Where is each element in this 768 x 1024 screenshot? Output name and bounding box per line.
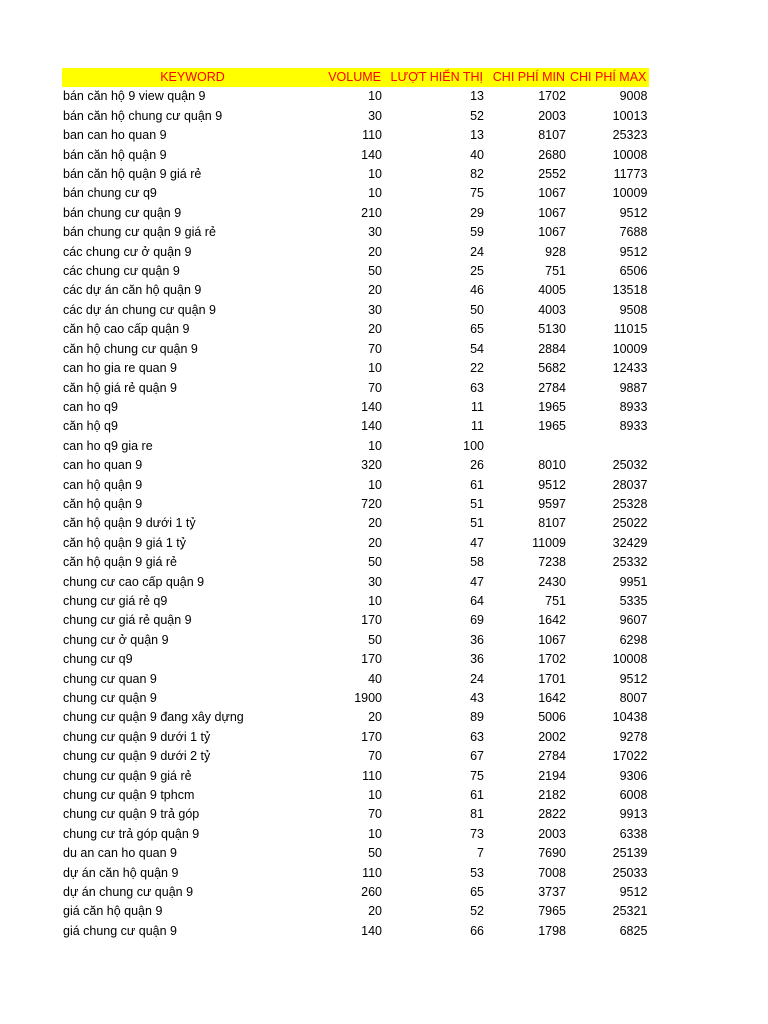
cell-keyword: bán căn hộ chung cư quận 9: [63, 108, 223, 123]
cell-volume: 170: [361, 652, 382, 667]
cell-keyword: giá căn hộ quận 9: [63, 904, 163, 919]
cell-cost-max: 8933: [619, 419, 648, 434]
cell-keyword: căn hộ giá rẻ quận 9: [63, 380, 177, 395]
table-row: [62, 204, 649, 223]
cell-keyword: bán căn hộ quận 9 giá rẻ: [63, 167, 202, 182]
cell-volume: 140: [361, 923, 382, 938]
cell-cost-min: 2784: [538, 749, 566, 764]
cell-cost-max: [568, 437, 649, 456]
cell-keyword: căn hộ q9: [63, 419, 118, 434]
cell-cost-max: 6008: [619, 788, 648, 803]
cell-cost-min: 4003: [538, 302, 566, 317]
table-row: [62, 786, 649, 805]
cell-volume: 720: [361, 496, 382, 511]
cell-cost-min: 2003: [538, 826, 566, 841]
cell-keyword: can ho q9 gia re: [63, 438, 153, 453]
cell-cost-max: 25022: [612, 516, 648, 531]
table-row: [62, 902, 649, 921]
table-row: [62, 223, 649, 242]
table-row: [62, 611, 649, 630]
cell-keyword: căn hộ chung cư quận 9: [63, 341, 198, 356]
cell-cost-max: 8007: [619, 691, 648, 705]
cell-cost-max: 9512: [619, 671, 648, 686]
cell-keyword: căn hộ cao cấp quận 9: [63, 322, 190, 337]
table-row: [62, 456, 649, 475]
cell-impressions: 100: [463, 438, 484, 453]
table-row: [62, 340, 649, 359]
cell-keyword: du an can ho quan 9: [63, 846, 177, 861]
cell-cost-max: 25033: [612, 865, 648, 880]
cell-impressions: 24: [470, 671, 484, 686]
cell-keyword: chung cư quận 9 tphcm: [63, 788, 195, 803]
cell-cost-max: 5335: [619, 593, 648, 608]
cell-volume: 50: [368, 264, 382, 279]
cell-impressions: 13: [470, 89, 484, 104]
cell-keyword: căn hộ quận 9 giá rẻ: [63, 555, 177, 570]
cell-cost-min: 2680: [538, 147, 566, 162]
table-row: [62, 534, 649, 553]
cell-keyword: can ho q9: [63, 399, 118, 414]
cell-cost-min: 1965: [538, 419, 566, 434]
cell-cost-max: 9512: [619, 205, 648, 220]
cell-cost-min: [486, 437, 568, 456]
cell-cost-max: 9607: [619, 613, 648, 628]
cell-impressions: 81: [470, 807, 484, 822]
cell-volume: 50: [368, 632, 382, 647]
cell-volume: 70: [368, 380, 382, 395]
cell-volume: 110: [362, 865, 382, 880]
cell-volume: 70: [368, 341, 382, 356]
table-row: [62, 126, 649, 145]
cell-keyword: chung cư quận 9 đang xây dựng: [63, 710, 244, 725]
cell-keyword: các dự án chung cư quận 9: [63, 302, 216, 317]
cell-keyword: căn hộ quận 9 giá 1 tỷ: [63, 535, 187, 550]
cell-keyword: bán chung cư q9: [63, 186, 157, 201]
cell-volume: 10: [368, 788, 382, 803]
cell-volume: 30: [368, 574, 382, 589]
cell-impressions: 11: [471, 419, 484, 434]
cell-volume: 140: [361, 419, 382, 434]
header-cost-max: CHI PHÍ MAX: [568, 68, 649, 87]
cell-volume: 170: [361, 729, 382, 744]
cell-volume: 50: [368, 846, 382, 861]
cell-cost-max: 9508: [619, 302, 648, 317]
cell-impressions: 59: [470, 225, 484, 240]
cell-cost-max: 12433: [612, 361, 648, 376]
table-row: [62, 165, 649, 184]
table-row: [62, 495, 649, 514]
cell-volume: 30: [368, 302, 382, 317]
table-row: [62, 184, 649, 203]
table-row: [62, 592, 649, 611]
table-row: [62, 747, 649, 766]
table-row: [62, 573, 649, 592]
cell-impressions: 82: [470, 167, 484, 182]
cell-cost-min: 7690: [538, 846, 566, 861]
table-row: [62, 844, 649, 863]
cell-cost-max: 13518: [612, 283, 648, 298]
cell-cost-min: 9597: [538, 496, 566, 511]
cell-cost-min: 5682: [538, 361, 566, 376]
cell-keyword: các dự án căn hộ quận 9: [63, 283, 202, 298]
table-row: [62, 359, 649, 378]
cell-keyword: chung cư quan 9: [63, 671, 157, 686]
cell-cost-max: 9008: [619, 89, 648, 104]
cell-impressions: 64: [470, 593, 484, 608]
cell-impressions: 36: [470, 652, 484, 667]
table-row: [62, 320, 649, 339]
table-row: [62, 281, 649, 300]
cell-volume: 20: [368, 283, 382, 298]
table-row: [62, 650, 649, 669]
cell-impressions: 29: [470, 205, 484, 220]
cell-impressions: 89: [470, 710, 484, 725]
cell-keyword: chung cư giá rẻ q9: [63, 593, 168, 608]
cell-keyword: chung cư quận 9 dưới 2 tỷ: [63, 749, 211, 764]
cell-keyword: can ho quan 9: [63, 458, 143, 473]
cell-volume: 1900: [354, 691, 382, 705]
table-row: [62, 689, 649, 708]
cell-cost-min: 2884: [538, 341, 566, 356]
cell-cost-max: 9913: [619, 807, 648, 822]
cell-cost-max: 10008: [612, 652, 648, 667]
cell-keyword: can hộ quận 9: [63, 477, 143, 492]
table-row: [62, 87, 649, 106]
cell-keyword: bán chung cư quận 9: [63, 205, 182, 220]
table-row: [62, 514, 649, 533]
cell-impressions: 13: [470, 128, 484, 143]
cell-cost-max: 25332: [612, 555, 648, 570]
table-row: [62, 262, 649, 281]
cell-volume: 50: [368, 555, 382, 570]
cell-impressions: 51: [470, 516, 484, 531]
cell-impressions: 65: [470, 322, 484, 337]
cell-cost-max: 10013: [612, 108, 648, 123]
cell-cost-max: 10009: [612, 186, 648, 201]
cell-impressions: 47: [470, 535, 484, 550]
cell-cost-max: 28037: [612, 477, 648, 492]
cell-keyword: chung cư giá rẻ quận 9: [63, 613, 192, 628]
keyword-table: [62, 68, 649, 941]
cell-volume: 10: [368, 89, 382, 104]
table-row: [62, 922, 649, 941]
cell-cost-min: 1798: [538, 923, 566, 938]
cell-keyword: bán căn hộ 9 view quận 9: [63, 89, 206, 104]
table-row: [62, 379, 649, 398]
header-volume: VOLUME: [324, 68, 384, 87]
cell-volume: 10: [368, 477, 382, 492]
cell-impressions: 50: [470, 302, 484, 317]
cell-keyword: chung cư q9: [63, 652, 133, 667]
table-row: [62, 670, 649, 689]
cell-cost-max: 7688: [619, 225, 648, 240]
cell-cost-max: 11773: [613, 167, 648, 182]
cell-impressions: 52: [470, 108, 484, 123]
cell-keyword: dự án chung cư quận 9: [63, 885, 194, 900]
cell-volume: 10: [368, 167, 382, 182]
cell-impressions: 67: [470, 749, 484, 764]
cell-impressions: 24: [470, 244, 484, 259]
cell-volume: 10: [368, 361, 382, 376]
cell-volume: 10: [368, 593, 382, 608]
cell-cost-min: 2182: [538, 788, 566, 803]
table-row: [62, 728, 649, 747]
cell-keyword: chung cư quận 9 dưới 1 tỷ: [63, 729, 211, 744]
cell-impressions: 43: [470, 691, 484, 705]
header-keyword: KEYWORD: [62, 68, 324, 87]
cell-cost-max: 6298: [619, 632, 648, 647]
cell-impressions: 26: [470, 458, 484, 473]
cell-volume: 140: [361, 399, 382, 414]
table-row: [62, 825, 649, 844]
cell-cost-max: 10438: [612, 710, 648, 725]
table-row: [62, 708, 649, 727]
cell-keyword: chung cư trả góp quận 9: [63, 826, 200, 841]
cell-cost-min: 751: [545, 593, 566, 608]
cell-keyword: can ho gia re quan 9: [63, 361, 177, 376]
cell-volume: 320: [361, 458, 382, 473]
cell-impressions: 54: [470, 341, 484, 356]
cell-cost-min: 3737: [538, 885, 566, 900]
cell-cost-min: 1701: [538, 671, 566, 686]
cell-volume: 70: [368, 807, 382, 822]
cell-impressions: 36: [470, 632, 484, 647]
cell-cost-min: 1965: [538, 399, 566, 414]
table-row: [62, 805, 649, 824]
cell-cost-min: 2002: [538, 729, 566, 744]
cell-impressions: 75: [470, 768, 484, 783]
cell-cost-max: 25328: [612, 496, 648, 511]
cell-impressions: 66: [470, 923, 484, 938]
cell-cost-max: 9887: [619, 380, 648, 395]
cell-cost-min: 1642: [538, 691, 566, 705]
cell-impressions: 58: [470, 555, 484, 570]
table-row: [62, 398, 649, 417]
table-row: [62, 301, 649, 320]
cell-impressions: 69: [470, 613, 484, 628]
cell-cost-min: 1067: [538, 632, 566, 647]
cell-impressions: 73: [470, 826, 484, 841]
cell-cost-max: 25139: [612, 846, 648, 861]
cell-impressions: 51: [470, 496, 484, 511]
cell-cost-max: 9512: [619, 244, 648, 259]
cell-impressions: 40: [470, 147, 484, 162]
cell-cost-min: 2430: [538, 574, 566, 589]
cell-impressions: 46: [470, 283, 484, 298]
cell-volume: 30: [368, 225, 382, 240]
cell-impressions: 25: [470, 264, 484, 279]
cell-cost-min: 11009: [532, 535, 566, 550]
cell-cost-min: 7008: [538, 865, 566, 880]
cell-cost-max: 6506: [619, 264, 648, 279]
cell-impressions: 47: [470, 574, 484, 589]
cell-volume: 210: [361, 205, 382, 220]
cell-impressions: 63: [470, 380, 484, 395]
cell-cost-max: 9278: [619, 729, 648, 744]
cell-cost-min: 2194: [538, 768, 566, 783]
cell-keyword: ban can ho quan 9: [63, 128, 167, 143]
cell-cost-max: 32429: [612, 535, 648, 550]
cell-cost-max: 8933: [619, 399, 648, 414]
cell-cost-min: 1702: [538, 89, 566, 104]
cell-keyword: căn hộ quận 9: [63, 496, 143, 511]
cell-cost-min: 1702: [538, 652, 566, 667]
cell-keyword: chung cư ở quận 9: [63, 632, 169, 647]
table-row: [62, 553, 649, 572]
cell-cost-min: 7965: [538, 904, 566, 919]
cell-impressions: 53: [470, 865, 484, 880]
cell-volume: 110: [362, 128, 382, 143]
cell-impressions: 61: [470, 477, 484, 492]
cell-keyword: dự án căn hộ quận 9: [63, 865, 179, 880]
cell-cost-min: 5130: [538, 322, 566, 337]
table-row: [62, 146, 649, 165]
table-row: [62, 107, 649, 126]
cell-cost-min: 1067: [538, 225, 566, 240]
cell-impressions: 65: [470, 885, 484, 900]
cell-cost-min: 2003: [538, 108, 566, 123]
cell-cost-min: 2822: [538, 807, 566, 822]
cell-keyword: các chung cư quận 9: [63, 264, 180, 279]
cell-keyword: căn hộ quận 9 dưới 1 tỷ: [63, 516, 196, 531]
cell-cost-max: 6825: [619, 923, 648, 938]
cell-volume: 20: [368, 516, 382, 531]
cell-cost-max: 17022: [612, 749, 648, 764]
cell-cost-max: 10009: [612, 341, 648, 356]
header-impressions: LƯỢT HIỂN THỊ: [384, 68, 486, 87]
cell-cost-min: 1067: [538, 186, 566, 201]
cell-volume: 70: [368, 749, 382, 764]
cell-volume: 10: [368, 438, 382, 453]
table-row: [62, 864, 649, 883]
cell-volume: 20: [368, 244, 382, 259]
cell-impressions: 63: [470, 729, 484, 744]
cell-cost-max: 9951: [619, 574, 648, 589]
cell-cost-min: 1642: [538, 613, 566, 628]
cell-keyword: các chung cư ở quận 9: [63, 244, 192, 259]
cell-volume: 140: [361, 147, 382, 162]
cell-impressions: 75: [470, 186, 484, 201]
cell-cost-min: 4005: [538, 283, 566, 298]
cell-cost-min: 7238: [538, 555, 566, 570]
table-row: [62, 437, 649, 456]
cell-keyword: chung cư quận 9: [63, 691, 157, 705]
cell-cost-min: 9512: [538, 477, 566, 492]
cell-volume: 20: [368, 322, 382, 337]
cell-cost-max: 9512: [619, 885, 648, 900]
cell-keyword: chung cư quận 9 giá rẻ: [63, 768, 192, 783]
header-row: [62, 68, 649, 87]
cell-cost-min: 8107: [538, 128, 566, 143]
table-row: [62, 631, 649, 650]
table-row: [62, 417, 649, 436]
cell-cost-min: 751: [545, 264, 566, 279]
cell-volume: 110: [362, 768, 382, 783]
cell-volume: 20: [368, 904, 382, 919]
cell-cost-max: 10008: [612, 147, 648, 162]
cell-cost-min: 5006: [538, 710, 566, 725]
cell-cost-min: 1067: [538, 205, 566, 220]
cell-volume: 260: [361, 885, 382, 900]
cell-keyword: chung cư cao cấp quận 9: [63, 574, 205, 589]
cell-impressions: 11: [471, 399, 484, 414]
cell-cost-min: 8010: [538, 458, 566, 473]
table-row: [62, 476, 649, 495]
cell-keyword: bán căn hộ quận 9: [63, 147, 167, 162]
table-row: [62, 767, 649, 786]
cell-cost-min: 2552: [538, 167, 566, 182]
cell-keyword: bán chung cư quận 9 giá rẻ: [63, 225, 216, 240]
cell-cost-min: 8107: [538, 516, 566, 531]
cell-volume: 20: [368, 710, 382, 725]
header-cost-min: CHI PHÍ MIN: [486, 68, 568, 87]
cell-impressions: 61: [470, 788, 484, 803]
cell-volume: 10: [368, 826, 382, 841]
cell-volume: 10: [368, 186, 382, 201]
table-row: [62, 243, 649, 262]
cell-impressions: 52: [470, 904, 484, 919]
cell-cost-max: 25032: [612, 458, 648, 473]
cell-impressions: 22: [470, 361, 484, 376]
table-row: [62, 883, 649, 902]
cell-impressions: 7: [477, 846, 484, 861]
cell-cost-max: 25323: [612, 128, 648, 143]
cell-cost-max: 11015: [613, 322, 648, 337]
table-body: [62, 87, 649, 941]
cell-volume: 170: [361, 613, 382, 628]
cell-cost-min: 928: [545, 244, 566, 259]
cell-volume: 20: [368, 535, 382, 550]
cell-cost-max: 25321: [612, 904, 648, 919]
cell-cost-max: 6338: [619, 826, 648, 841]
cell-cost-max: 9306: [619, 768, 648, 783]
cell-volume: 40: [368, 671, 382, 686]
cell-keyword: chung cư quận 9 trả góp: [63, 807, 200, 822]
cell-keyword: giá chung cư quận 9: [63, 923, 178, 938]
cell-cost-min: 2784: [538, 380, 566, 395]
cell-volume: 30: [368, 108, 382, 123]
